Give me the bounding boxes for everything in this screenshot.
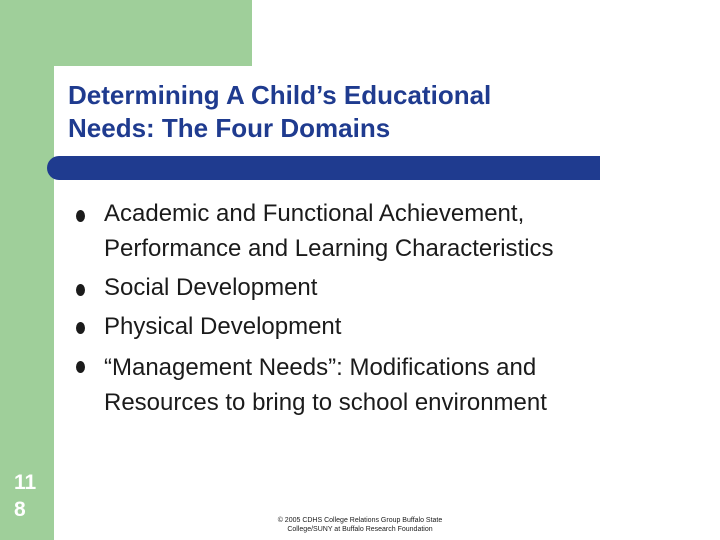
copyright-footer <box>230 516 490 534</box>
bullet-dot-icon <box>76 361 85 373</box>
bullet-text-line: Resources to bring to school environment <box>104 389 547 416</box>
footer-line-1: © 2005 CDHS College Relations Group Buffalo State <box>277 517 443 524</box>
bullet-text-line: Academic and Functional Achievement, <box>104 200 525 227</box>
green-left-sidebar <box>0 0 54 540</box>
bullet-dot-icon <box>76 284 85 296</box>
title-underline-bar <box>47 156 600 180</box>
slide-number-line-1: 11 <box>14 471 37 494</box>
bullet-text-line: “Management Needs”: Modifications and <box>104 354 537 381</box>
footer-line-2: College/SUNY at Buffalo Research Foundation <box>287 526 433 533</box>
slide-number <box>14 469 36 523</box>
slide-title <box>68 79 668 145</box>
bullet-text-line: Physical Development <box>104 313 342 340</box>
bullet-text-line: Performance and Learning Characteristics <box>104 235 554 262</box>
slide-title-line-2: Needs: The Four Domains <box>68 113 391 143</box>
bullet-dot-icon <box>76 322 85 334</box>
slide-number-line-2: 8 <box>14 498 26 521</box>
slide-title-line-1: Determining A Child’s Educational <box>68 80 492 110</box>
bullet-text-line: Social Development <box>104 274 318 301</box>
bullet-dot-icon <box>76 210 85 222</box>
